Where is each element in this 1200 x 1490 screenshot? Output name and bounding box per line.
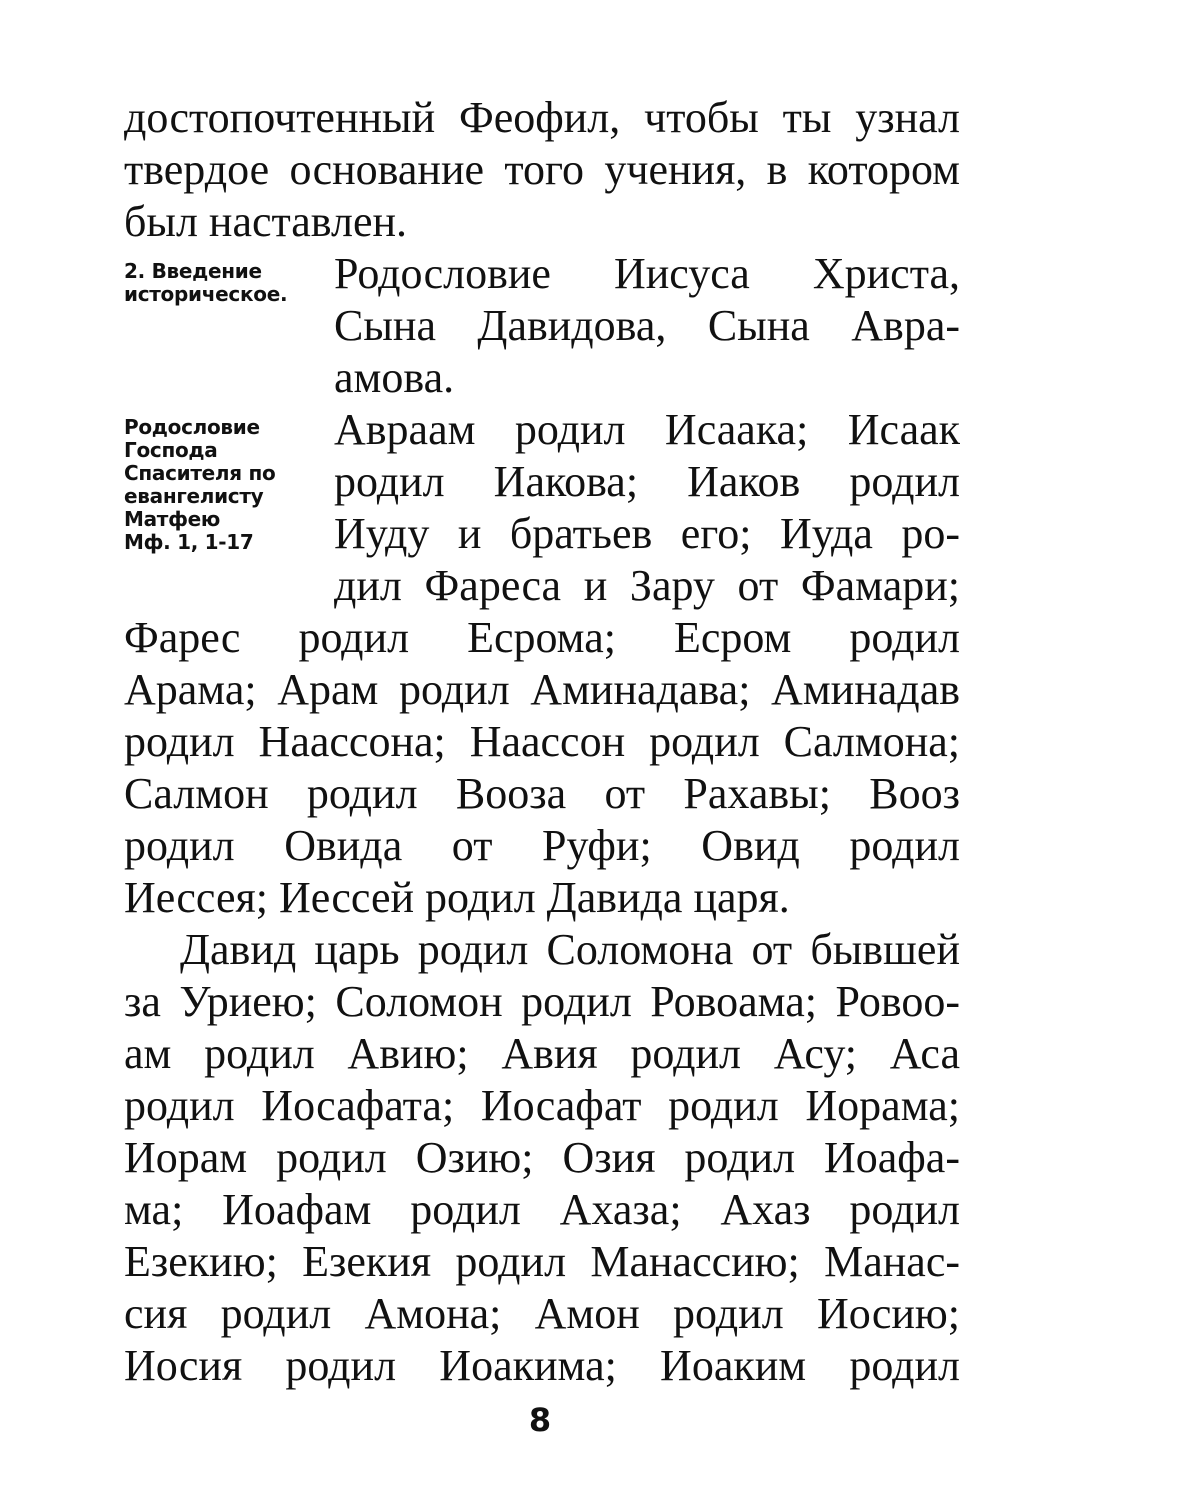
text-line: ма; Иоафам родил Ахаза; Ахаз родил [124,1185,960,1234]
text-line: родил Иакова; Иаков родил [334,457,960,506]
text-line: Авраам родил Исаака; Исаак [334,405,960,454]
margin-note-line: евангелисту [124,484,264,508]
text-line: родил Иосафата; Иосафат родил Иорама; [124,1081,960,1130]
text-line: Иуду и братьев его; Иуда ро- [334,509,960,558]
text-line: Иессея; Иессей родил Давида царя. [124,873,790,922]
section-historical-intro [124,248,960,404]
text-line: ам родил Авию; Авия родил Асу; Аса [124,1029,960,1078]
page-content [124,92,960,1392]
paragraph-david [124,924,960,1392]
margin-note-genealogy [124,404,334,612]
side-text [334,248,960,404]
text-line: родил Овида от Руфи; Овид родил [124,821,960,870]
text-line: Арама; Арам родил Аминадава; Аминадав [124,665,960,714]
text-line: сия родил Амона; Амон родил Иосию; [124,1289,960,1338]
margin-note-line: Матфею [124,507,221,531]
text-line: Давид царь родил Соломона от бывшей [180,925,960,974]
text-line: амова. [334,353,455,402]
page-number: 8 [528,1401,552,1439]
text-line: родил Наассона; Наассон родил Салмона; [124,717,960,766]
text-line: Иорам родил Озию; Озия родил Иоафа- [124,1133,960,1182]
text-line: достопочтенный Феофил, чтобы ты узнал [124,93,960,142]
text-line: дил Фареса и Зару от Фамари; [334,561,960,610]
section-genealogy [124,404,960,612]
text-line: Родословие Иисуса Христа, [334,249,960,298]
text-line: Салмон родил Вооза от Рахавы; Вооз [124,769,960,818]
text-line: Сына Давидова, Сына Авра- [334,301,960,350]
side-text [334,404,960,612]
intro-paragraph [124,92,960,248]
text-line: был наставлен. [124,197,408,246]
margin-note-line: историческое. [124,282,288,306]
margin-note-line: Родословие [124,415,260,439]
margin-note-line: 2. Введение [124,259,262,283]
margin-note-line: Спасителя по [124,461,276,485]
text-line: твердое основание того учения, в котором [124,145,960,194]
margin-note-line: Господа [124,438,218,462]
text-line: Иосия родил Иоакима; Иоаким родил [124,1341,960,1390]
text-line: Фарес родил Есрома; Есром родил [124,613,960,662]
margin-note-verse-reference: Мф. 1, 1-17 [124,530,254,554]
text-line: за Уриею; Соломон родил Ровоама; Ровоо- [124,977,960,1026]
text-line: Езекию; Езекия родил Манассию; Манас- [124,1237,960,1286]
margin-note-historical-intro [124,248,334,404]
genealogy-continuation [124,612,960,924]
